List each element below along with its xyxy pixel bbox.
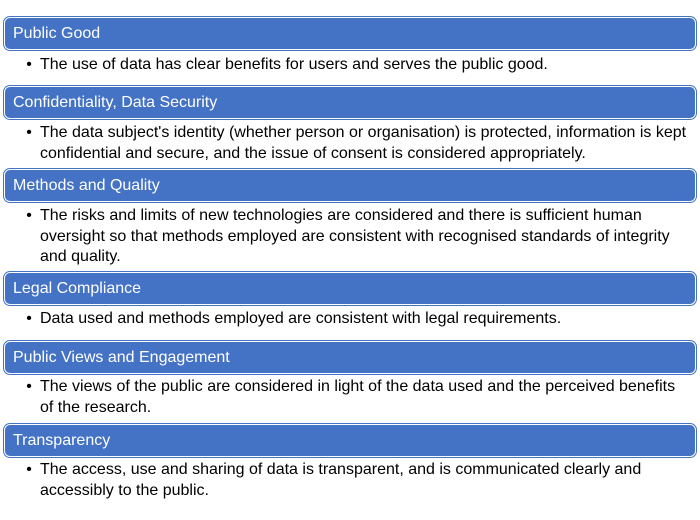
section-title: Transparency [13, 432, 111, 449]
bullet-text: The use of data has clear benefits for users and serves the public good. [40, 56, 548, 73]
bullet-text: Data used and methods employed are consistent with legal requirements. [40, 310, 562, 327]
section-title: Public Views and Engagement [13, 349, 230, 366]
bullet-text: The risks and limits of new technologies are considered and there is sufficient human oversight so that methods employed are consistent with recognised standards of integrity and quality. [40, 207, 670, 265]
bullet-marker: • [26, 207, 32, 224]
bullet-marker: • [26, 378, 32, 395]
section-title: Methods and Quality [13, 177, 160, 194]
bullet-marker: • [26, 56, 32, 73]
section-title: Legal Compliance [13, 280, 142, 297]
section-header [4, 424, 696, 457]
section-body [20, 460, 692, 501]
bullet-text: The data subject's identity (whether person or organisation) is protected, information is kept confidential and secure, and the issue of consent is considered appropriately. [40, 124, 687, 162]
bullet-marker: • [26, 124, 32, 141]
section-title: Confidentiality, Data Security [13, 94, 218, 111]
bullet-marker: • [26, 310, 32, 327]
section-title: Public Good [13, 25, 101, 42]
bullet-text: The access, use and sharing of data is transparent, and is communicated clearly and accessibly to the public. [40, 461, 642, 499]
bullet-text: The views of the public are considered in light of the data used and the perceived benefits of the research. [40, 378, 676, 416]
bullet-marker: • [26, 461, 32, 478]
bullet-item [20, 460, 692, 501]
